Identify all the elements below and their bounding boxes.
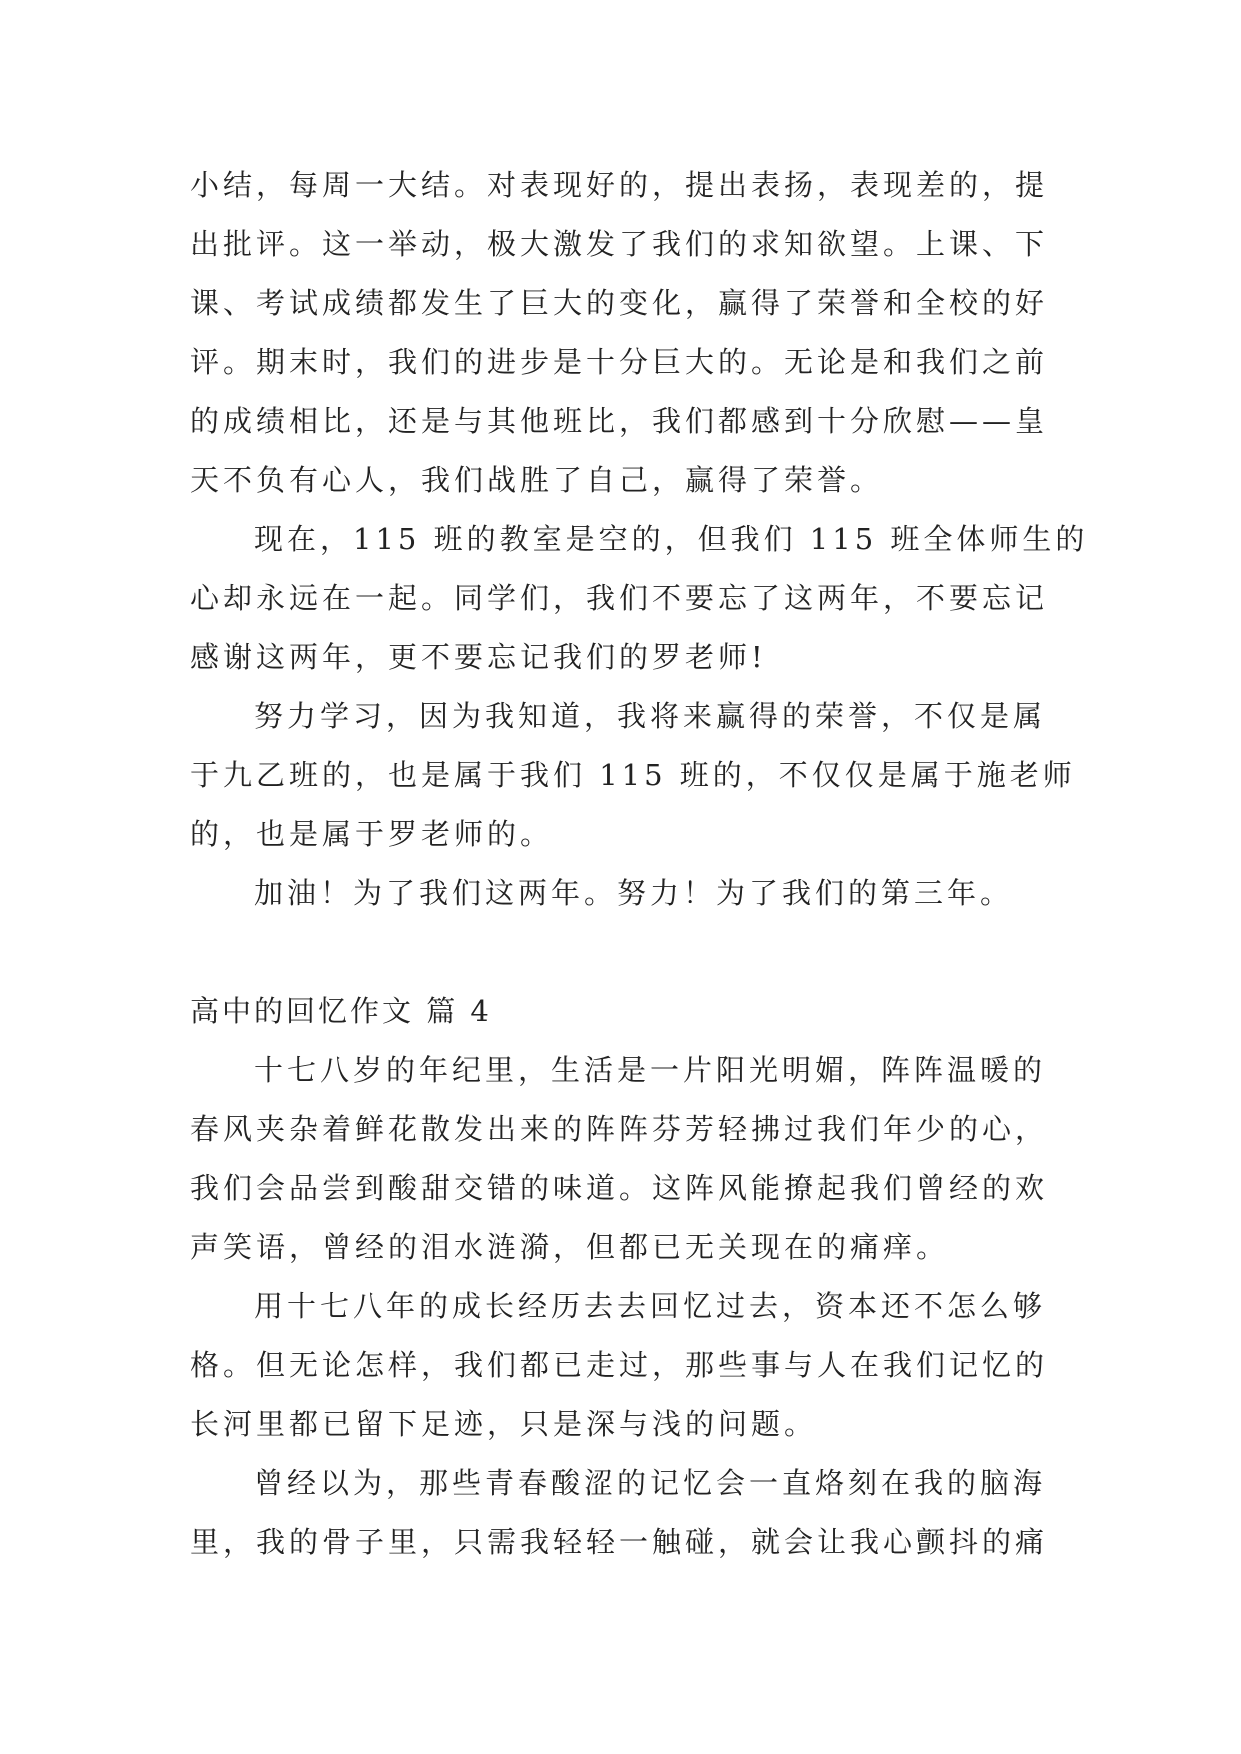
text-line: 小结，每周一大结。对表现好的，提出表扬，表现差的，提 bbox=[190, 168, 1049, 202]
text-line: 心却永远在一起。同学们，我们不要忘了这两年，不要忘记 bbox=[190, 581, 1049, 615]
text-line: 的成绩相比，还是与其他班比，我们都感到十分欣慰——皇 bbox=[190, 404, 1049, 438]
text-line: 声笑语，曾经的泪水涟漪，但都已无关现在的痛痒。 bbox=[190, 1230, 950, 1264]
text-line: 里，我的骨子里，只需我轻轻一触碰，就会让我心颤抖的痛 bbox=[190, 1525, 1049, 1559]
section-heading: 高中的回忆作文 篇 4 bbox=[190, 994, 492, 1028]
essay-section-4 bbox=[190, 1041, 1056, 1572]
text-line: 感谢这两年，更不要忘记我们的罗老师! bbox=[190, 640, 767, 674]
text-line: 格。但无论怎样，我们都已走过，那些事与人在我们记忆的 bbox=[190, 1348, 1049, 1382]
document-body bbox=[190, 156, 1089, 1572]
text-line: 课、考试成绩都发生了巨大的变化，赢得了荣誉和全校的好 bbox=[190, 286, 1049, 320]
text-line: 现在，115 班的教室是空的，但我们 115 班全体师生的 bbox=[254, 522, 1089, 556]
text-line: 用十七八年的成长经历去去回忆过去，资本还不怎么够 bbox=[254, 1289, 1047, 1323]
text-line: 我们会品尝到酸甜交错的味道。这阵风能撩起我们曾经的欢 bbox=[190, 1171, 1049, 1205]
text-line: 加油！为了我们这两年。努力！为了我们的第三年。 bbox=[254, 876, 1014, 910]
text-line: 长河里都已留下足迹，只是深与浅的问题。 bbox=[190, 1407, 818, 1441]
text-line: 努力学习，因为我知道，我将来赢得的荣誉，不仅是属 bbox=[254, 699, 1047, 733]
essay-continuation bbox=[190, 156, 1089, 923]
text-line: 出批评。这一举动，极大激发了我们的求知欲望。上课、下 bbox=[190, 227, 1049, 261]
text-line: 评。期末时，我们的进步是十分巨大的。无论是和我们之前 bbox=[190, 345, 1049, 379]
text-line: 于九乙班的，也是属于我们 115 班的，不仅仅是属于施老师 bbox=[190, 758, 1076, 792]
text-line: 的，也是属于罗老师的。 bbox=[190, 817, 554, 851]
text-line: 春风夹杂着鲜花散发出来的阵阵芬芳轻拂过我们年少的心， bbox=[190, 1112, 1049, 1146]
text-line: 天不负有心人，我们战胜了自己，赢得了荣誉。 bbox=[190, 463, 884, 497]
text-line: 十七八岁的年纪里，生活是一片阳光明媚，阵阵温暖的 bbox=[254, 1053, 1047, 1087]
text-line: 曾经以为，那些青春酸涩的记忆会一直烙刻在我的脑海 bbox=[254, 1466, 1047, 1500]
